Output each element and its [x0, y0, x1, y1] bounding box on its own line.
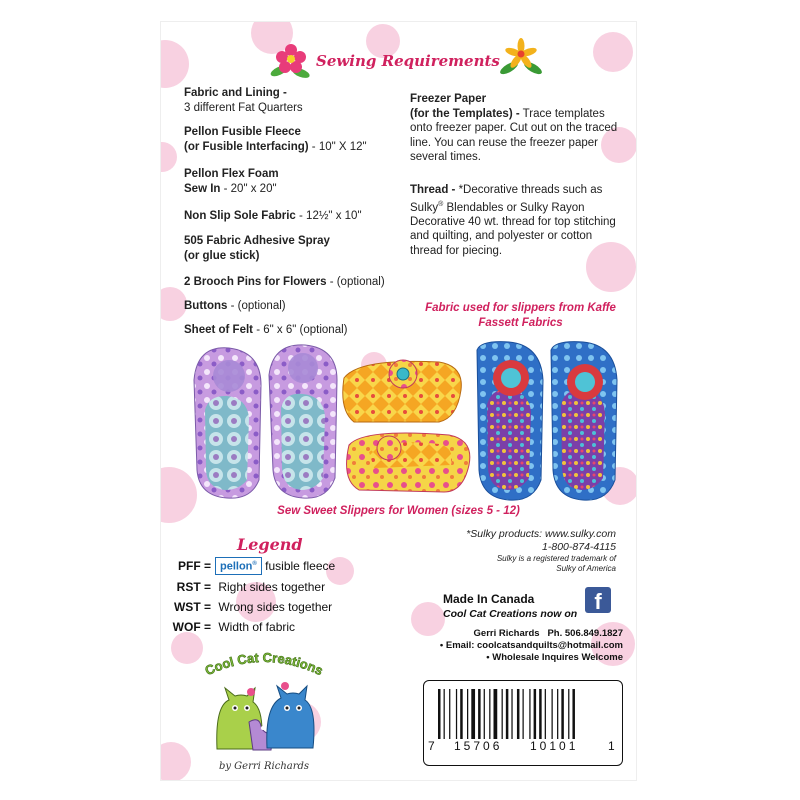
requirement-freezer-paper: Freezer Paper (for the Templates) - Trace templates onto freezer paper. Cut out on the traced line. You can reuse the freezer paper several times.	[410, 93, 618, 163]
flower-left-icon	[269, 41, 315, 81]
barcode-bar	[511, 689, 512, 739]
flower-right-icon	[499, 38, 543, 78]
legend-row-pff: PFF = pellon® fusible fleece	[177, 559, 336, 573]
svg-text:Cool Cat Creations	[203, 650, 326, 678]
requirement-felt: Sheet of Felt - 6" x 6" (optional)	[184, 324, 348, 336]
barcode-bar	[534, 689, 537, 739]
requirement-buttons: Buttons - (optional)	[184, 300, 286, 312]
barcode-bar	[494, 689, 498, 739]
barcode-bar	[502, 689, 503, 739]
requirement-sole-fabric: Non Slip Sole Fabric - 12½" x 10"	[184, 210, 362, 222]
barcode-bar	[552, 689, 553, 739]
requirement-fleece: Pellon Fusible Fleece (or Fusible Interfacing) - 10" X 12"	[184, 126, 367, 153]
barcode-bar	[523, 689, 524, 739]
pellon-logo: pellon®	[215, 557, 262, 575]
pattern-back-cover	[161, 22, 636, 780]
legend-row-wst: WST = Wrong sides together	[173, 600, 333, 614]
barcode-digit-left: 7	[428, 739, 435, 753]
legend-row-wof: WOF = Width of fabric	[172, 620, 296, 634]
legend-title: Legend	[237, 535, 303, 554]
slippers-photo	[189, 340, 619, 505]
barcode-bar	[517, 689, 520, 739]
barcode-bar	[529, 689, 530, 739]
barcode-bar	[506, 689, 509, 739]
barcode-digit-right: 1	[608, 739, 615, 753]
made-in-canada: Made In Canada	[443, 592, 535, 606]
barcode-bar	[444, 689, 445, 739]
barcode-bar	[545, 689, 546, 739]
barcode-bar	[572, 689, 575, 739]
fabric-note: Fabric used for slippers from Kaffe Fassett Fabrics	[425, 302, 616, 329]
cool-cat-facebook-text: Cool Cat Creations now on	[443, 608, 578, 620]
facebook-icon[interactable]: f	[585, 587, 611, 613]
requirement-adhesive: 505 Fabric Adhesive Spray (or glue stick)	[184, 235, 330, 262]
barcode-group-1: 15706	[454, 739, 503, 753]
barcode-bar	[568, 689, 569, 739]
barcode-bar	[438, 689, 441, 739]
barcode-bar	[561, 689, 564, 739]
barcode-bar	[471, 689, 475, 739]
barcode	[423, 680, 623, 766]
logo-byline: by Gerri Richards	[218, 761, 310, 772]
barcode-group-2: 10101	[530, 739, 579, 753]
barcode-bar	[456, 689, 457, 739]
legend-row-rst: RST = Right sides together	[176, 580, 326, 594]
barcode-bar	[467, 689, 468, 739]
barcode-bar	[460, 689, 463, 739]
requirement-flex-foam: Pellon Flex Foam Sew In - 20" x 20"	[184, 168, 279, 195]
email-text[interactable]: • Email: coolcatsandquilts@hotmail.com	[439, 640, 623, 651]
contact-info: Gerri Richards Ph. 506.849.1827 • Email: coolcatsandquilts@hotmail.com • Wholesale Inquires Welcome	[433, 628, 623, 664]
barcode-bar	[489, 689, 490, 739]
logo-name: Cool Cat Creations	[202, 649, 326, 679]
barcode-bar	[539, 689, 542, 739]
barcode-bar	[449, 689, 450, 739]
barcode-bar	[557, 689, 558, 739]
sulky-info: *Sulky products: www.sulky.com 1-800-874-4115 Sulky is a registered trademark of Sulky of America	[466, 528, 616, 573]
cool-cat-creations-logo	[189, 644, 339, 774]
requirement-brooch-pins: 2 Brooch Pins for Flowers - (optional)	[184, 276, 385, 288]
requirement-thread: Thread - *Decorative threads such as Sulky® Blendables or Sulky Rayon Decorative 40 wt. thread for top stitching and quilting, and polyester or cotton thread for piecing.	[410, 184, 616, 257]
slippers-caption: Sew Sweet Slippers for Women (sizes 5 - 12)	[277, 505, 520, 517]
barcode-bar	[478, 689, 481, 739]
requirement-fabric: Fabric and Lining - 3 different Fat Quarters	[184, 87, 303, 114]
barcode-bars	[438, 689, 608, 739]
barcode-bar	[484, 689, 485, 739]
sewing-requirements-title: Sewing Requirements	[316, 52, 500, 70]
